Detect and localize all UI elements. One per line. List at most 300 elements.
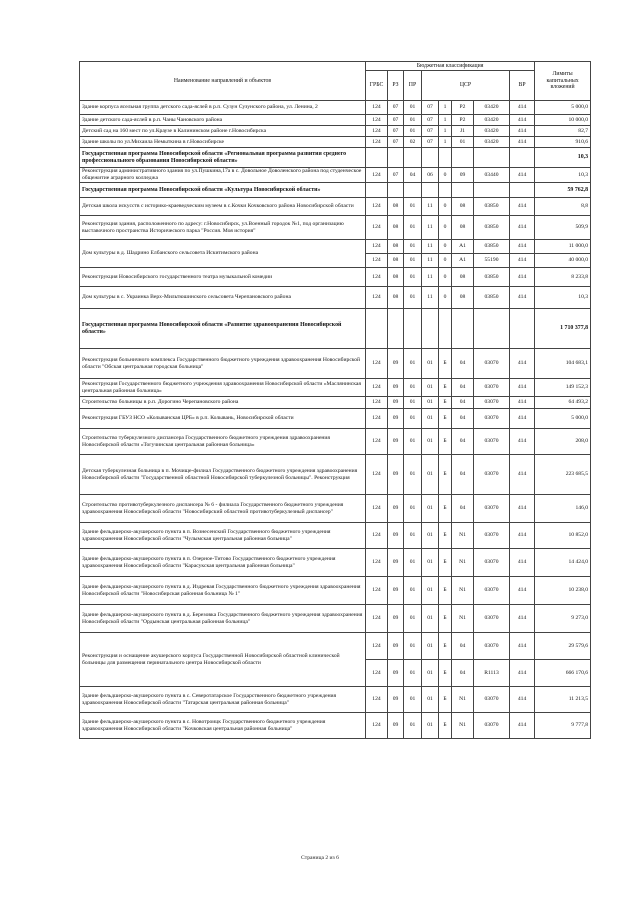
code-cell-csr3: 08 — [452, 198, 474, 216]
code-cell-csr1: 01 — [422, 577, 439, 605]
table-row — [80, 216, 591, 240]
code-cell-vr: 414 — [510, 605, 535, 633]
amount-cell: 8,8 — [535, 198, 591, 216]
code-cell-csr2: Б — [439, 713, 452, 739]
code-cell-csr3: 04 — [452, 349, 474, 379]
code-cell-csr4: 03440 — [474, 168, 510, 183]
code-cell-vr: 414 — [510, 349, 535, 379]
code-cell-pr — [404, 309, 422, 349]
code-cell-csr3: N1 — [452, 549, 474, 577]
code-cell-rz: 07 — [388, 137, 404, 148]
code-cell-pr: 01 — [404, 397, 422, 409]
table-row — [80, 309, 591, 349]
code-cell-pr: 01 — [404, 198, 422, 216]
code-cell-grbs: 124 — [366, 137, 388, 148]
code-cell-csr1: 01 — [422, 495, 439, 523]
code-cell-vr: 414 — [510, 287, 535, 309]
amount-cell: 10 238,0 — [535, 577, 591, 605]
code-cell-grbs: 124 — [366, 126, 388, 137]
code-cell-csr2: 1 — [439, 101, 452, 115]
code-cell-rz: 08 — [388, 198, 404, 216]
code-cell-grbs: 124 — [366, 660, 388, 687]
object-name-cell: Здание фельдшерско-акушерского пункта в п. Вознесенский Государственного бюджетного учреждения здравоохранения Новосибирской области "Чулымская центральная районная больница" — [80, 523, 366, 549]
code-cell-grbs — [366, 183, 388, 198]
amount-cell: 10,3 — [535, 168, 591, 183]
code-cell-csr1: 11 — [422, 287, 439, 309]
table-row — [80, 409, 591, 429]
code-cell-vr: 414 — [510, 254, 535, 268]
code-cell-csr2: Б — [439, 549, 452, 577]
object-name-cell: Строительство туберкулезного диспансера Государственного бюджетного учреждения здравоохранения Новосибирской области «Тогучинская центральная районная больница» — [80, 429, 366, 455]
code-cell-csr4: 03420 — [474, 126, 510, 137]
code-cell-grbs: 124 — [366, 495, 388, 523]
code-cell-csr2: 0 — [439, 287, 452, 309]
object-name-cell: Детская школа искусств с историко-краеведческим музеем в с.Кочки Кочковского района Новосибирской области — [80, 198, 366, 216]
code-cell-vr: 414 — [510, 379, 535, 397]
code-cell-csr2: Б — [439, 605, 452, 633]
code-cell-pr: 01 — [404, 577, 422, 605]
code-cell-pr: 01 — [404, 101, 422, 115]
code-cell-csr2: Б — [439, 687, 452, 713]
code-cell-csr3: 04 — [452, 633, 474, 660]
code-cell-rz: 09 — [388, 713, 404, 739]
table-row — [80, 687, 591, 713]
code-cell-csr3: A1 — [452, 240, 474, 254]
table-row — [80, 168, 591, 183]
code-cell-pr: 01 — [404, 687, 422, 713]
amount-cell: 223 685,5 — [535, 455, 591, 495]
code-cell-csr4: 03070 — [474, 379, 510, 397]
code-cell-csr1: 01 — [422, 397, 439, 409]
header-name: Наименование направлений и объектов — [80, 62, 366, 101]
object-name-cell: Государственная программа Новосибирской области «Развитие здравоохранения Новосибирской области» — [80, 309, 366, 349]
code-cell-rz — [388, 309, 404, 349]
code-cell-csr4: 03850 — [474, 240, 510, 254]
code-cell-pr: 01 — [404, 495, 422, 523]
object-name-cell: Дом культуры в д. Шадрино Елбанского сельсовета Искитимского района — [80, 240, 366, 268]
code-cell-rz — [388, 183, 404, 198]
code-cell-rz: 09 — [388, 687, 404, 713]
table-row — [80, 198, 591, 216]
code-cell-vr: 414 — [510, 409, 535, 429]
code-cell-csr1 — [422, 309, 439, 349]
code-cell-csr4: 03070 — [474, 713, 510, 739]
code-cell-vr: 414 — [510, 577, 535, 605]
code-cell-grbs: 124 — [366, 687, 388, 713]
code-cell-csr3: 08 — [452, 216, 474, 240]
code-cell-csr1: 11 — [422, 198, 439, 216]
code-cell-csr4: 03070 — [474, 577, 510, 605]
table-row — [80, 605, 591, 633]
table-row — [80, 523, 591, 549]
code-cell-pr: 01 — [404, 713, 422, 739]
amount-cell: 10 852,0 — [535, 523, 591, 549]
object-name-cell: Здание корпуса ясельная группа детского сада-яслей в р.п. Сузун Сузунского района, ул. Ленина, 2 — [80, 101, 366, 115]
code-cell-pr: 01 — [404, 254, 422, 268]
amount-cell: 10,3 — [535, 148, 591, 168]
code-cell-csr4: 03070 — [474, 397, 510, 409]
code-cell-csr1: 07 — [422, 115, 439, 126]
code-cell-csr3: 04 — [452, 660, 474, 687]
code-cell-csr2: Б — [439, 523, 452, 549]
code-cell-grbs: 124 — [366, 523, 388, 549]
table-row — [80, 183, 591, 198]
code-cell-rz: 07 — [388, 115, 404, 126]
code-cell-vr — [510, 309, 535, 349]
object-name-cell: Детская туберкулезная больница в п. Мочище-филиал Государственного бюджетного учреждения здравоохранения Новосибирской области "Государственной областной Новосибирской туберкулезной больницы". Реконструкция — [80, 455, 366, 495]
code-cell-csr1: 01 — [422, 713, 439, 739]
code-cell-csr4: 03850 — [474, 216, 510, 240]
amount-cell: 11 213,5 — [535, 687, 591, 713]
object-name-cell: Реконструкция и оснащение акушерского корпуса Государственной Новосибирской областной клинической больницы для размещения перинатального центра Новосибирской области — [80, 633, 366, 687]
code-cell-csr2: 0 — [439, 216, 452, 240]
code-cell-csr3: 04 — [452, 409, 474, 429]
code-cell-pr: 01 — [404, 660, 422, 687]
amount-cell: 5 000,0 — [535, 409, 591, 429]
object-name-cell: Строительство противотуберкулезного диспансера № 6 - филиала Государственного бюджетного учреждения здравоохранения Новосибирской области "Новосибирский областной противотуберкулезный диспансер" — [80, 495, 366, 523]
amount-cell: 10,3 — [535, 287, 591, 309]
code-cell-pr: 01 — [404, 633, 422, 660]
code-cell-csr3: 08 — [452, 268, 474, 287]
amount-cell: 208,0 — [535, 429, 591, 455]
table-row — [80, 549, 591, 577]
code-cell-vr: 414 — [510, 455, 535, 495]
amount-cell: 14 424,0 — [535, 549, 591, 577]
code-cell-pr: 01 — [404, 240, 422, 254]
object-name-cell: Государственная программа Новосибирской области «Культура Новосибирской области» — [80, 183, 366, 198]
code-cell-csr3: 04 — [452, 495, 474, 523]
code-cell-rz: 08 — [388, 287, 404, 309]
code-cell-csr1: 01 — [422, 379, 439, 397]
code-cell-csr4: 03070 — [474, 429, 510, 455]
code-cell-csr3: 04 — [452, 379, 474, 397]
code-cell-csr2: 1 — [439, 126, 452, 137]
code-cell-grbs: 124 — [366, 254, 388, 268]
page-footer: Страница 2 из 6 — [301, 855, 339, 861]
code-cell-csr3: 08 — [452, 287, 474, 309]
code-cell-vr — [510, 148, 535, 168]
amount-cell: 910,6 — [535, 137, 591, 148]
code-cell-csr3: 04 — [452, 397, 474, 409]
code-cell-rz: 07 — [388, 101, 404, 115]
code-cell-csr4: 03070 — [474, 605, 510, 633]
code-cell-csr4: 03070 — [474, 549, 510, 577]
code-cell-csr1: 11 — [422, 268, 439, 287]
code-cell-csr4: 03070 — [474, 523, 510, 549]
code-cell-vr: 414 — [510, 397, 535, 409]
code-cell-rz: 09 — [388, 495, 404, 523]
code-cell-csr2: 0 — [439, 168, 452, 183]
code-cell-vr: 414 — [510, 101, 535, 115]
code-cell-pr: 01 — [404, 605, 422, 633]
code-cell-csr1: 01 — [422, 633, 439, 660]
code-cell-csr4: R1113 — [474, 660, 510, 687]
code-cell-pr: 01 — [404, 268, 422, 287]
object-name-cell: Реконструкция Новосибирского государственного театра музыкальной комедии — [80, 268, 366, 287]
code-cell-vr: 414 — [510, 240, 535, 254]
code-cell-csr3: 01 — [452, 137, 474, 148]
amount-cell: 146,0 — [535, 495, 591, 523]
code-cell-csr2: 0 — [439, 254, 452, 268]
code-cell-grbs: 124 — [366, 429, 388, 455]
code-cell-rz: 07 — [388, 168, 404, 183]
code-cell-csr3 — [452, 148, 474, 168]
code-cell-csr2: Б — [439, 455, 452, 495]
code-cell-vr — [510, 183, 535, 198]
code-cell-csr4: 03070 — [474, 455, 510, 495]
code-cell-rz: 09 — [388, 379, 404, 397]
table-row — [80, 148, 591, 168]
code-cell-vr: 414 — [510, 216, 535, 240]
code-cell-csr4 — [474, 183, 510, 198]
code-cell-csr2: Б — [439, 429, 452, 455]
header-rz: РЗ — [388, 71, 404, 101]
code-cell-grbs: 124 — [366, 240, 388, 254]
code-cell-grbs: 124 — [366, 349, 388, 379]
amount-cell: 11 000,0 — [535, 240, 591, 254]
header-limits: Лимиты капитальных вложений — [535, 62, 591, 101]
code-cell-grbs: 124 — [366, 115, 388, 126]
code-cell-csr2: Б — [439, 349, 452, 379]
budget-table — [79, 61, 591, 739]
code-cell-rz: 09 — [388, 549, 404, 577]
code-cell-csr1: 01 — [422, 455, 439, 495]
code-cell-rz: 09 — [388, 633, 404, 660]
code-cell-vr: 414 — [510, 168, 535, 183]
code-cell-rz: 09 — [388, 455, 404, 495]
code-cell-grbs: 124 — [366, 605, 388, 633]
code-cell-vr: 414 — [510, 198, 535, 216]
code-cell-csr3: P2 — [452, 101, 474, 115]
code-cell-rz: 09 — [388, 660, 404, 687]
amount-cell: 59 762,8 — [535, 183, 591, 198]
object-name-cell: Реконструкция здания, расположенного по адресу: г.Новосибирск, ул.Военный городок №1, под организацию выставочного пространства Исторического парка "Россия. Моя история" — [80, 216, 366, 240]
code-cell-pr: 01 — [404, 349, 422, 379]
code-cell-grbs: 124 — [366, 633, 388, 660]
object-name-cell: Здание школы по ул.Михаила Немыткина в г.Новосибирске — [80, 137, 366, 148]
code-cell-vr: 414 — [510, 687, 535, 713]
code-cell-csr3 — [452, 309, 474, 349]
table-row — [80, 126, 591, 137]
code-cell-rz: 09 — [388, 429, 404, 455]
code-cell-rz: 09 — [388, 349, 404, 379]
code-cell-vr: 414 — [510, 713, 535, 739]
code-cell-rz: 09 — [388, 605, 404, 633]
code-cell-csr4: 03420 — [474, 115, 510, 126]
code-cell-csr4: 03070 — [474, 495, 510, 523]
budget-table-container — [79, 61, 590, 739]
table-row — [80, 429, 591, 455]
object-name-cell: Здание фельдшерско-акушерского пункта в д. Березовка Государственного бюджетного учреждения здравоохранения Новосибирской области "Ордынская центральная районная больница" — [80, 605, 366, 633]
object-name-cell: Реконструкция ГБУЗ НСО «Колыванская ЦРБ» в р.п. Колывань, Новосибирской области — [80, 409, 366, 429]
table-row — [80, 495, 591, 523]
code-cell-csr4 — [474, 309, 510, 349]
code-cell-pr: 01 — [404, 287, 422, 309]
code-cell-csr3: A1 — [452, 254, 474, 268]
code-cell-rz — [388, 148, 404, 168]
code-cell-rz: 08 — [388, 216, 404, 240]
code-cell-csr4: 03070 — [474, 349, 510, 379]
code-cell-csr3: J1 — [452, 126, 474, 137]
code-cell-csr1: 01 — [422, 409, 439, 429]
object-name-cell: Строительство больницы в р.п. Дорогино Черепановского района — [80, 397, 366, 409]
code-cell-pr — [404, 183, 422, 198]
code-cell-csr2 — [439, 183, 452, 198]
code-cell-csr1: 01 — [422, 687, 439, 713]
header-csr: ЦСР — [422, 71, 510, 101]
amount-cell: 1 710 377,8 — [535, 309, 591, 349]
code-cell-rz: 08 — [388, 240, 404, 254]
code-cell-pr: 01 — [404, 409, 422, 429]
code-cell-csr1: 01 — [422, 605, 439, 633]
amount-cell: 64 493,2 — [535, 397, 591, 409]
code-cell-grbs: 124 — [366, 409, 388, 429]
table-row — [80, 349, 591, 379]
code-cell-csr2 — [439, 309, 452, 349]
amount-cell: 149 152,3 — [535, 379, 591, 397]
code-cell-vr: 414 — [510, 429, 535, 455]
header-grbs: ГРБС — [366, 71, 388, 101]
header-vr: ВР — [510, 71, 535, 101]
code-cell-csr1: 07 — [422, 101, 439, 115]
code-cell-csr1: 01 — [422, 349, 439, 379]
code-cell-csr4: 03850 — [474, 198, 510, 216]
code-cell-csr3: N1 — [452, 523, 474, 549]
code-cell-csr2: Б — [439, 409, 452, 429]
code-cell-vr: 414 — [510, 495, 535, 523]
object-name-cell: Здание детского сада-яслей в р.п. Чаны Чановского района — [80, 115, 366, 126]
object-name-cell: Здание фельдшерско-акушерского пункта в с. Северотатарское Государственного бюджетного учреждения здравоохранения Новосибирской области "Татарская центральная районная больница" — [80, 687, 366, 713]
code-cell-csr3: 09 — [452, 168, 474, 183]
amount-cell: 8 233,8 — [535, 268, 591, 287]
amount-cell: 40 000,0 — [535, 254, 591, 268]
amount-cell: 9 777,8 — [535, 713, 591, 739]
code-cell-pr — [404, 148, 422, 168]
amount-cell: 104 683,1 — [535, 349, 591, 379]
code-cell-csr1 — [422, 183, 439, 198]
code-cell-csr4: 03070 — [474, 633, 510, 660]
code-cell-csr4: 55190 — [474, 254, 510, 268]
object-name-cell: Реконструкция больничного комплекса Государственного бюджетного учреждения здравоохранения Новосибирской области "Обская центральная городская больница" — [80, 349, 366, 379]
code-cell-csr1: 11 — [422, 254, 439, 268]
table-row — [80, 577, 591, 605]
code-cell-csr3: 04 — [452, 429, 474, 455]
object-name-cell: Здание фельдшерско-акушерского пункта в с. Новотроицк Государственного бюджетного учреждения здравоохранения Новосибирской области "Кочковская центральная районная больница" — [80, 713, 366, 739]
code-cell-pr: 04 — [404, 168, 422, 183]
code-cell-csr1: 01 — [422, 429, 439, 455]
code-cell-csr2: Б — [439, 577, 452, 605]
code-cell-csr2: 1 — [439, 115, 452, 126]
code-cell-rz: 08 — [388, 254, 404, 268]
code-cell-grbs: 124 — [366, 713, 388, 739]
table-row — [80, 455, 591, 495]
code-cell-csr2: Б — [439, 660, 452, 687]
code-cell-vr: 414 — [510, 115, 535, 126]
table-row — [80, 101, 591, 115]
code-cell-pr: 01 — [404, 455, 422, 495]
code-cell-rz: 09 — [388, 523, 404, 549]
code-cell-csr3 — [452, 183, 474, 198]
object-name-cell: Государственная программа Новосибирской области «Региональная программа развития среднего профессионального образования Новосибирской области» — [80, 148, 366, 168]
code-cell-csr2: 1 — [439, 137, 452, 148]
code-cell-csr4: 03850 — [474, 268, 510, 287]
amount-cell: 509,9 — [535, 216, 591, 240]
code-cell-csr2: Б — [439, 495, 452, 523]
code-cell-vr: 414 — [510, 126, 535, 137]
object-name-cell: Здание фельдшерско-акушерского пункта в д. Издревая Государственного бюджетного учреждения здравоохранения Новосибирской области "Новосибирская районная больница № 1" — [80, 577, 366, 605]
code-cell-csr3: N1 — [452, 713, 474, 739]
table-row — [80, 713, 591, 739]
code-cell-csr2: Б — [439, 397, 452, 409]
code-cell-grbs — [366, 309, 388, 349]
code-cell-vr: 414 — [510, 268, 535, 287]
code-cell-csr1: 01 — [422, 523, 439, 549]
amount-cell: 5 000,0 — [535, 101, 591, 115]
code-cell-vr: 414 — [510, 633, 535, 660]
code-cell-pr: 01 — [404, 379, 422, 397]
amount-cell: 29 579,6 — [535, 633, 591, 660]
code-cell-pr: 01 — [404, 429, 422, 455]
header-classification: Бюджетная классификация — [366, 62, 535, 71]
code-cell-pr: 01 — [404, 523, 422, 549]
amount-cell: 82,7 — [535, 126, 591, 137]
table-row — [80, 268, 591, 287]
code-cell-csr3: N1 — [452, 605, 474, 633]
object-name-cell: Здание фельдшерско-акушерского пункта в п. Озерное-Титово Государственного бюджетного учреждения здравоохранения Новосибирской области "Карасукская центральная районная больница" — [80, 549, 366, 577]
table-row — [80, 397, 591, 409]
code-cell-vr: 414 — [510, 523, 535, 549]
code-cell-grbs: 124 — [366, 268, 388, 287]
code-cell-csr1: 06 — [422, 168, 439, 183]
code-cell-grbs: 124 — [366, 198, 388, 216]
code-cell-vr: 414 — [510, 549, 535, 577]
code-cell-rz: 09 — [388, 409, 404, 429]
code-cell-rz: 09 — [388, 577, 404, 605]
code-cell-csr2: 0 — [439, 198, 452, 216]
code-cell-csr1 — [422, 148, 439, 168]
code-cell-csr4: 03070 — [474, 409, 510, 429]
table-row — [80, 240, 591, 254]
code-cell-grbs: 124 — [366, 577, 388, 605]
table-row — [80, 137, 591, 148]
amount-cell: 10 000,0 — [535, 115, 591, 126]
code-cell-grbs: 124 — [366, 101, 388, 115]
table-row — [80, 379, 591, 397]
code-cell-vr: 414 — [510, 660, 535, 687]
code-cell-pr: 01 — [404, 115, 422, 126]
header-pr: ПР — [404, 71, 422, 101]
code-cell-csr3: N1 — [452, 577, 474, 605]
code-cell-csr2: Б — [439, 379, 452, 397]
code-cell-grbs: 124 — [366, 397, 388, 409]
code-cell-csr3: 04 — [452, 455, 474, 495]
amount-cell: 666 170,6 — [535, 660, 591, 687]
code-cell-csr4: 03850 — [474, 287, 510, 309]
object-name-cell: Реконструкция Государственного бюджетного учреждения здравоохранения Новосибирской области «Маслянинская центральная районная больница» — [80, 379, 366, 397]
object-name-cell: Дом культуры в с. Украинка Верх-Мильтюшинского сельсовета Черепановского района — [80, 287, 366, 309]
code-cell-csr1: 07 — [422, 137, 439, 148]
code-cell-rz: 07 — [388, 126, 404, 137]
code-cell-csr4: 03070 — [474, 687, 510, 713]
object-name-cell: Реконструкция административного здания по ул.Пушкина,17а в с. Довольное Доволенского района под студенческое общежитие аграрного колледжа — [80, 168, 366, 183]
code-cell-csr4 — [474, 148, 510, 168]
code-cell-csr2 — [439, 148, 452, 168]
code-cell-csr1: 07 — [422, 126, 439, 137]
code-cell-csr1: 11 — [422, 216, 439, 240]
code-cell-pr: 02 — [404, 137, 422, 148]
code-cell-grbs: 124 — [366, 379, 388, 397]
code-cell-csr2: 0 — [439, 268, 452, 287]
